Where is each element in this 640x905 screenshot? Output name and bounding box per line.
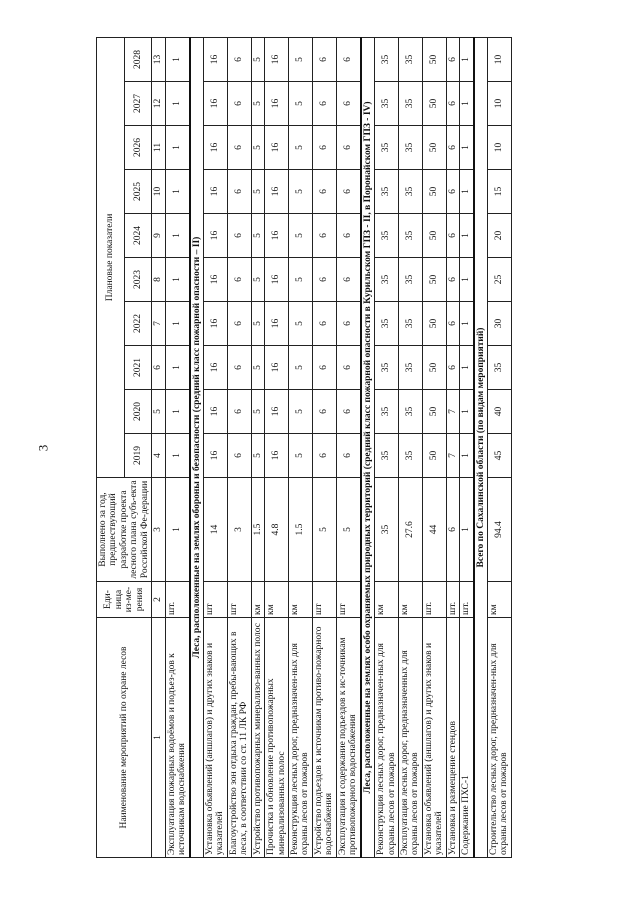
- plan-value: 16: [203, 258, 227, 302]
- plan-value: 40: [488, 390, 512, 434]
- plan-value: 6: [227, 346, 251, 390]
- done-cell: 35: [375, 478, 399, 582]
- year-header: 2023: [124, 258, 152, 302]
- plan-value: 35: [375, 170, 399, 214]
- table-row: [446, 37, 459, 857]
- done-cell: 3: [227, 478, 251, 582]
- plan-value: 5: [251, 170, 264, 214]
- unit-cell: шт.: [460, 582, 474, 618]
- plan-value: 6: [336, 434, 360, 478]
- plan-value: 6: [446, 170, 459, 214]
- plan-value: 1: [460, 434, 474, 478]
- index-cell: 5: [152, 390, 165, 434]
- plan-value: 1: [460, 258, 474, 302]
- unit-cell: км: [251, 582, 264, 618]
- plan-value: 16: [265, 346, 289, 390]
- activity-name: Благоустройство зон отдыха граждан, пребы-вающих в лесах, в соответствии со ст. 11 ЛК РФ: [227, 618, 251, 858]
- activity-name: Прочистка и обновление противопожарных минерализованных полос: [265, 618, 289, 858]
- unit-cell: шт: [312, 582, 336, 618]
- plan-value: 50: [422, 390, 446, 434]
- year-header: 2026: [124, 126, 152, 170]
- plan-value: 1: [460, 302, 474, 346]
- done-cell: 1: [460, 478, 474, 582]
- plan-value: 6: [446, 346, 459, 390]
- plan-value: 1: [165, 126, 189, 170]
- plan-value: 5: [289, 126, 313, 170]
- plan-value: 7: [446, 434, 459, 478]
- plan-value: 16: [203, 126, 227, 170]
- plan-value: 1: [460, 82, 474, 126]
- plan-value: 16: [265, 170, 289, 214]
- done-cell: 1.5: [251, 478, 264, 582]
- plan-value: 5: [251, 390, 264, 434]
- plan-value: 5: [289, 434, 313, 478]
- activity-name: Содержание ПХС-1: [460, 618, 474, 858]
- year-header: 2021: [124, 346, 152, 390]
- plan-value: 15: [488, 170, 512, 214]
- year-header: 2028: [124, 37, 152, 81]
- unit-cell: км: [398, 582, 422, 618]
- plan-value: 1: [165, 390, 189, 434]
- plan-value: 16: [203, 37, 227, 81]
- unit-cell: км: [375, 582, 399, 618]
- activity-name: Устройство подъездов к источникам противо-пожарного водоснабжения: [312, 618, 336, 858]
- plan-value: 6: [312, 434, 336, 478]
- plan-value: 45: [488, 434, 512, 478]
- done-cell: 5: [312, 478, 336, 582]
- plan-value: 35: [398, 258, 422, 302]
- plan-value: 6: [312, 302, 336, 346]
- plan-value: 35: [375, 346, 399, 390]
- unit-cell: шт: [336, 582, 360, 618]
- plan-value: 6: [312, 82, 336, 126]
- plan-value: 35: [375, 37, 399, 81]
- table-row: [312, 37, 336, 857]
- plan-value: 5: [251, 258, 264, 302]
- activity-name: Установка объявлений (аншлагов) и других знаков и указателей: [203, 618, 227, 858]
- table-row: [251, 37, 264, 857]
- plan-value: 25: [488, 258, 512, 302]
- table-row: [460, 37, 474, 857]
- activity-name: Реконструкция лесных дорог, предназначен-ных для охраны лесов от пожаров: [375, 618, 399, 858]
- unit-cell: шт.: [165, 582, 189, 618]
- plan-value: 1: [460, 170, 474, 214]
- activity-name: Устройство противопожарных минерализо-ванных полос: [251, 618, 264, 858]
- plan-value: 1: [165, 82, 189, 126]
- plan-value: 5: [289, 214, 313, 258]
- plan-value: 5: [251, 346, 264, 390]
- plan-value: 10: [488, 126, 512, 170]
- plan-value: 1: [460, 346, 474, 390]
- plan-value: 5: [251, 126, 264, 170]
- index-cell: 12: [152, 82, 165, 126]
- done-cell: 44: [422, 478, 446, 582]
- done-cell: 6: [446, 478, 459, 582]
- table-row: [227, 37, 251, 857]
- col-header-name: Наименование мероприятий по охране лесов: [97, 618, 152, 858]
- plan-value: 6: [227, 390, 251, 434]
- plan-value: 1: [460, 126, 474, 170]
- done-cell: 27.6: [398, 478, 422, 582]
- plan-value: 50: [422, 214, 446, 258]
- done-cell: 4.8: [265, 478, 289, 582]
- plan-value: 6: [336, 346, 360, 390]
- plan-value: 6: [312, 126, 336, 170]
- plan-value: 5: [289, 258, 313, 302]
- plan-value: 50: [422, 82, 446, 126]
- plan-value: 16: [203, 82, 227, 126]
- plan-value: 6: [336, 126, 360, 170]
- plan-value: 6: [446, 126, 459, 170]
- plan-value: 35: [375, 302, 399, 346]
- rotated-table-wrapper: [96, 38, 596, 858]
- plan-value: 16: [203, 170, 227, 214]
- plan-value: 6: [227, 82, 251, 126]
- index-cell: 2: [152, 582, 165, 618]
- unit-cell: км: [289, 582, 313, 618]
- table-row: [165, 37, 189, 857]
- activity-name: Установка и размещение стендов: [446, 618, 459, 858]
- plan-value: 50: [422, 170, 446, 214]
- index-cell: 3: [152, 478, 165, 582]
- plan-value: 35: [375, 126, 399, 170]
- plan-value: 16: [265, 258, 289, 302]
- index-cell: 4: [152, 434, 165, 478]
- table-row: [203, 37, 227, 857]
- unit-cell: шт.: [422, 582, 446, 618]
- year-header: 2024: [124, 214, 152, 258]
- plan-value: 35: [398, 390, 422, 434]
- year-header: 2025: [124, 170, 152, 214]
- section-row: [474, 37, 488, 857]
- index-cell: 7: [152, 302, 165, 346]
- plan-value: 1: [165, 434, 189, 478]
- plan-value: 1: [165, 214, 189, 258]
- plan-value: 50: [422, 126, 446, 170]
- col-header-unit: Еди-ница из-ме-рения: [97, 582, 152, 618]
- index-cell: 13: [152, 37, 165, 81]
- section-title: Леса, расположенные на землях обороны и безопасности (средний класс пожарной опасности – II): [190, 37, 204, 857]
- plan-value: 35: [375, 390, 399, 434]
- done-cell: 1.5: [289, 478, 313, 582]
- plan-value: 35: [375, 434, 399, 478]
- plan-value: 5: [251, 434, 264, 478]
- plan-value: 35: [375, 82, 399, 126]
- plan-value: 16: [265, 37, 289, 81]
- activity-name: Установка объявлений (аншлагов) и других знаков и указателей: [422, 618, 446, 858]
- index-cell: 8: [152, 258, 165, 302]
- plan-value: 30: [488, 302, 512, 346]
- plan-value: 35: [398, 434, 422, 478]
- index-cell: 6: [152, 346, 165, 390]
- done-cell: 5: [336, 478, 360, 582]
- plan-value: 6: [446, 302, 459, 346]
- done-cell: 94.4: [488, 478, 512, 582]
- plan-value: 1: [460, 390, 474, 434]
- plan-value: 35: [488, 346, 512, 390]
- table-row: [422, 37, 446, 857]
- plan-value: 10: [488, 37, 512, 81]
- plan-value: 6: [446, 82, 459, 126]
- plan-value: 6: [227, 214, 251, 258]
- plan-value: 20: [488, 214, 512, 258]
- activity-name: Реконструкция лесных дорог, предназначен-ных для охраны лесов от пожаров: [289, 618, 313, 858]
- plan-value: 35: [398, 302, 422, 346]
- table-row: [336, 37, 360, 857]
- plan-value: 6: [312, 214, 336, 258]
- plan-value: 50: [422, 302, 446, 346]
- plan-value: 50: [422, 434, 446, 478]
- table-row: [488, 37, 512, 857]
- unit-cell: км: [488, 582, 512, 618]
- plan-value: 5: [289, 82, 313, 126]
- plan-value: 6: [312, 258, 336, 302]
- index-cell: 1: [152, 618, 165, 858]
- plan-value: 1: [460, 214, 474, 258]
- year-header: 2019: [124, 434, 152, 478]
- plan-value: 10: [488, 82, 512, 126]
- plan-value: 50: [422, 258, 446, 302]
- forest-protection-table: [96, 37, 512, 858]
- plan-value: 5: [251, 37, 264, 81]
- plan-value: 6: [227, 126, 251, 170]
- plan-value: 16: [265, 126, 289, 170]
- plan-value: 35: [398, 170, 422, 214]
- plan-value: 50: [422, 346, 446, 390]
- plan-value: 16: [203, 390, 227, 434]
- plan-value: 5: [289, 37, 313, 81]
- plan-value: 35: [398, 82, 422, 126]
- plan-value: 5: [251, 214, 264, 258]
- year-header: 2022: [124, 302, 152, 346]
- unit-cell: км: [265, 582, 289, 618]
- plan-value: 6: [336, 302, 360, 346]
- plan-value: 6: [227, 434, 251, 478]
- plan-value: 16: [203, 302, 227, 346]
- plan-value: 6: [227, 302, 251, 346]
- plan-value: 1: [165, 258, 189, 302]
- plan-value: 1: [460, 37, 474, 81]
- plan-value: 50: [422, 37, 446, 81]
- year-header: 2020: [124, 390, 152, 434]
- plan-value: 6: [336, 390, 360, 434]
- table-row: [375, 37, 399, 857]
- plan-value: 6: [336, 82, 360, 126]
- plan-value: 35: [398, 214, 422, 258]
- plan-value: 35: [398, 346, 422, 390]
- plan-value: 6: [227, 37, 251, 81]
- plan-value: 6: [336, 170, 360, 214]
- plan-value: 1: [165, 346, 189, 390]
- plan-value: 16: [203, 434, 227, 478]
- plan-value: 6: [312, 37, 336, 81]
- plan-value: 6: [446, 258, 459, 302]
- index-cell: 11: [152, 126, 165, 170]
- plan-value: 16: [265, 214, 289, 258]
- index-cell: 10: [152, 170, 165, 214]
- plan-value: 6: [446, 37, 459, 81]
- plan-value: 5: [289, 390, 313, 434]
- plan-value: 5: [251, 82, 264, 126]
- index-row: [152, 37, 165, 857]
- plan-value: 16: [265, 434, 289, 478]
- section-title: Леса, расположенные на землях особо охраняемых природных территорий (средний класс пожарной опасности в Курильском ГПЗ - II, в Поронайском ГПЗ - IV): [361, 37, 375, 857]
- plan-value: 1: [165, 170, 189, 214]
- section-title: Всего по Сахалинской области (по видам мероприятий): [474, 37, 488, 857]
- plan-value: 6: [227, 258, 251, 302]
- plan-value: 16: [203, 214, 227, 258]
- table-row: [398, 37, 422, 857]
- plan-value: 35: [398, 126, 422, 170]
- plan-value: 16: [265, 302, 289, 346]
- plan-value: 5: [251, 302, 264, 346]
- table-body: [152, 37, 512, 857]
- table-row: [289, 37, 313, 857]
- plan-value: 6: [312, 170, 336, 214]
- activity-name: Эксплуатация лесных дорог, предназначенных для охраны лесов от пожаров: [398, 618, 422, 858]
- plan-value: 6: [336, 37, 360, 81]
- activity-name: Строительство лесных дорог, предназначен-ных для охраны лесов от пожаров: [488, 618, 512, 858]
- col-header-done: Выполнено за год, предшествующий разработке проекта лесного плана субъ-екта Российской Фе-дерации: [97, 478, 152, 582]
- year-header: 2027: [124, 82, 152, 126]
- plan-value: 1: [165, 37, 189, 81]
- activity-name: Эксплуатация пожарных водоёмов и подъез-дов к источникам водоснабжения: [165, 618, 189, 858]
- plan-value: 35: [398, 37, 422, 81]
- unit-cell: шт: [227, 582, 251, 618]
- section-row: [361, 37, 375, 857]
- done-cell: 1: [165, 478, 189, 582]
- plan-value: 5: [289, 170, 313, 214]
- done-cell: 14: [203, 478, 227, 582]
- plan-value: 6: [227, 170, 251, 214]
- table-row: [265, 37, 289, 857]
- plan-value: 16: [265, 82, 289, 126]
- unit-cell: шт: [203, 582, 227, 618]
- section-row: [190, 37, 204, 857]
- plan-value: 6: [446, 214, 459, 258]
- index-cell: 9: [152, 214, 165, 258]
- plan-value: 7: [446, 390, 459, 434]
- plan-value: 16: [203, 346, 227, 390]
- plan-value: 5: [289, 302, 313, 346]
- plan-value: 6: [312, 346, 336, 390]
- plan-value: 1: [165, 302, 189, 346]
- plan-value: 16: [265, 390, 289, 434]
- plan-value: 35: [375, 214, 399, 258]
- plan-value: 6: [336, 214, 360, 258]
- plan-value: 5: [289, 346, 313, 390]
- plan-value: 6: [312, 390, 336, 434]
- activity-name: Эксплуатация и содержание подъездов к ис-точникам противопожарного водоснабжения: [336, 618, 360, 858]
- col-header-plan: Плановые показатели: [97, 37, 125, 477]
- page-number: 3: [35, 444, 51, 452]
- unit-cell: шт.: [446, 582, 459, 618]
- plan-value: 6: [336, 258, 360, 302]
- plan-value: 35: [375, 258, 399, 302]
